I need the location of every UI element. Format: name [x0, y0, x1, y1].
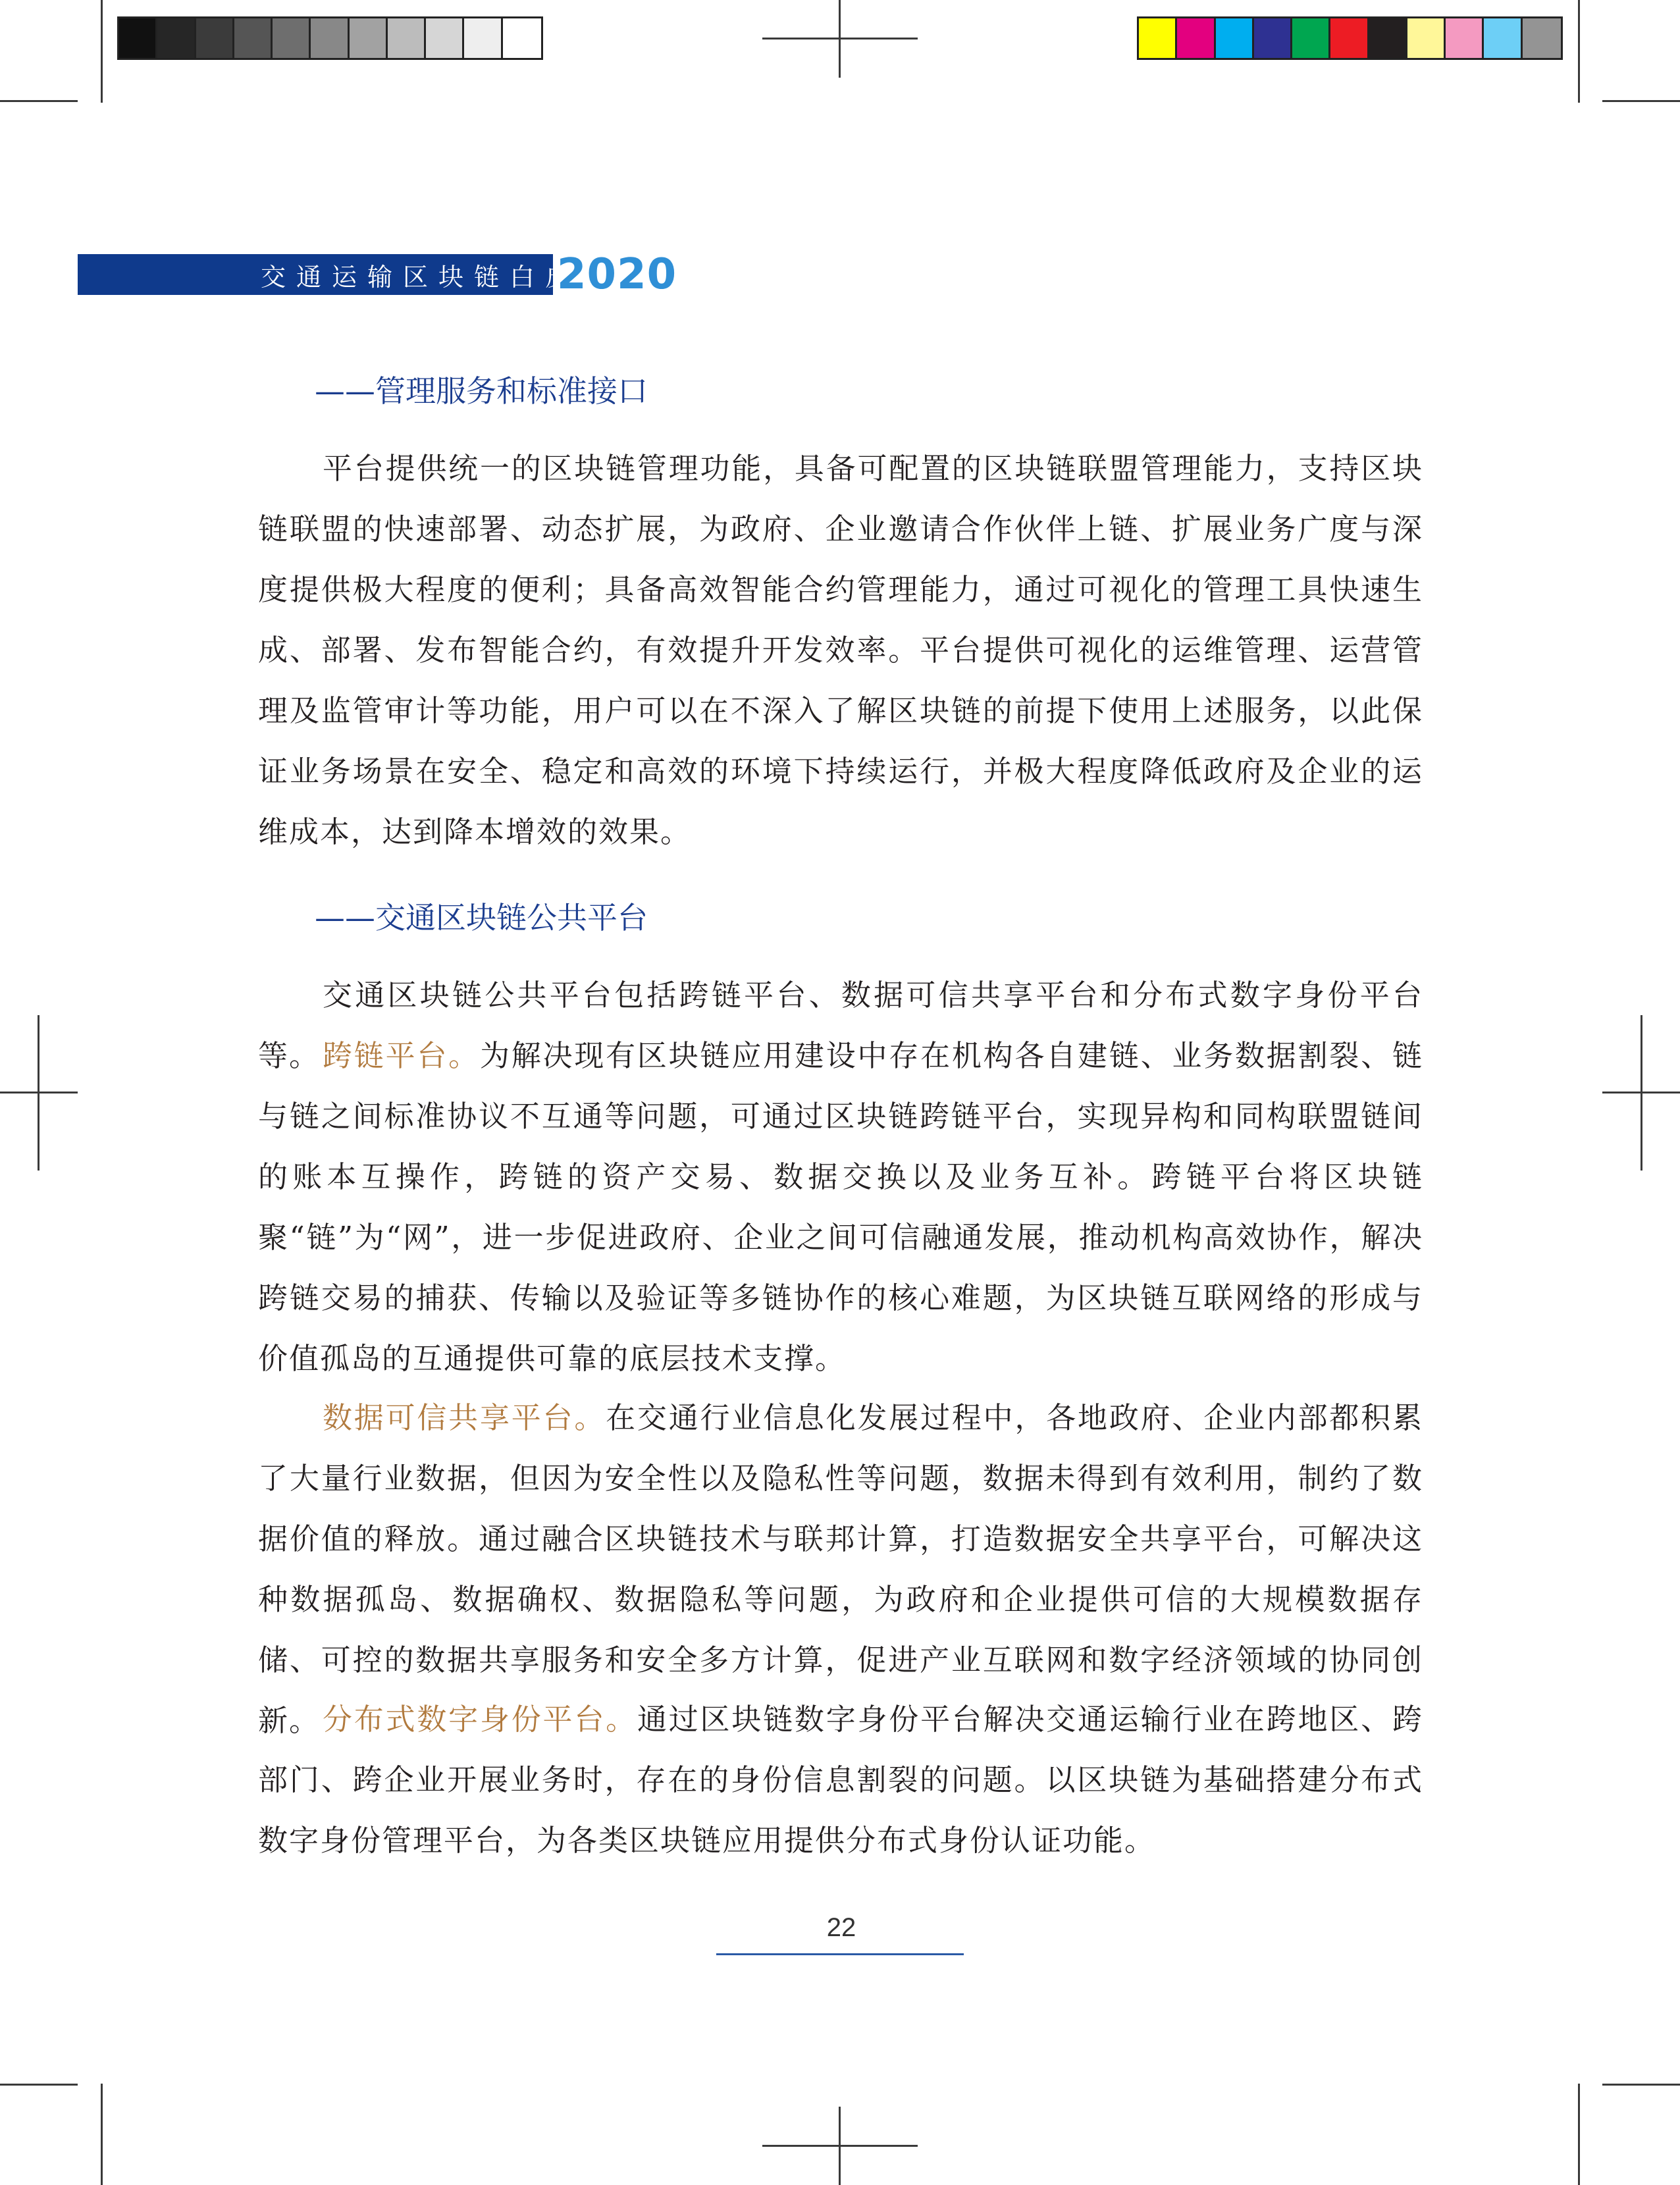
color-swatch: [311, 18, 349, 58]
color-swatch: [388, 18, 426, 58]
paragraph: [258, 1689, 1423, 1871]
color-swatch: [1216, 18, 1254, 58]
header-title: 交通运输区块链白皮书: [261, 262, 617, 292]
color-swatch: [119, 18, 157, 58]
color-swatch: [464, 18, 502, 58]
crop-mark: [101, 2084, 103, 2185]
paragraph: [258, 438, 1423, 862]
color-swatch: [1330, 18, 1369, 58]
paragraph-text: 交通区块链公共平台包括跨链平台、数据可信共享平台和分布式数字身份平台等。: [258, 978, 1423, 1073]
color-swatch: [1407, 18, 1446, 58]
color-swatch: [1177, 18, 1215, 58]
page-number: 22: [826, 1913, 856, 1942]
crop-mark: [1602, 2084, 1680, 2086]
color-swatch: [196, 18, 234, 58]
crop-mark: [0, 100, 78, 102]
color-swatch: [273, 18, 311, 58]
registration-mark: [0, 1092, 78, 1093]
paragraph-lead: 跨链平台。: [323, 1038, 480, 1073]
color-swatch: [1292, 18, 1330, 58]
paragraph-lead: 分布式数字身份平台。: [323, 1702, 637, 1737]
color-swatch: [426, 18, 464, 58]
color-swatch: [1254, 18, 1292, 58]
crop-mark: [0, 2084, 78, 2086]
color-swatch: [503, 18, 541, 58]
color-swatch: [350, 18, 388, 58]
paragraph-lead: 数据可信共享平台。: [323, 1400, 606, 1435]
registration-mark: [762, 38, 918, 39]
paragraph-text: 在交通行业信息化发展过程中，各地政府、企业内部都积累了大量行业数据，但因为安全性以及隐私性等问题，数据未得到有效利用，制约了数据价值的释放。通过融合区块链技术与联邦计算，打造数据安全共享平台，可解决这种数据孤岛、数据确权、数据隐私等问题，为政府和企业提供可信的大规模数据存储、可控的数据共享服务和安全多方计算，促进产业互联网和数字经济领域的协同创新。: [258, 1400, 1423, 1738]
paragraph: [258, 1026, 1423, 1389]
color-swatch: [1139, 18, 1177, 58]
color-swatch: [1369, 18, 1407, 58]
color-calibration-bar: [1137, 16, 1563, 60]
paragraph-text: 为解决现有区块链应用建设中存在机构各自建链、业务数据割裂、链与链之间标准协议不互通等问题，可通过区块链跨链平台，实现异构和同构联盟链间的账本互操作，跨链的资产交易、数据交换以及业务互补。跨链平台将区块链聚“链”为“网”，进一步促进政府、企业之间可信融通发展，推动机构高效协作，解决跨链交易的捕获、传输以及验证等多链协作的核心难题，为区块链互联网络的形成与价值孤岛的互通提供可靠的底层技术支撑。: [258, 1038, 1423, 1376]
crop-mark: [101, 0, 103, 103]
color-swatch: [1523, 18, 1561, 58]
registration-mark: [1602, 1092, 1680, 1093]
grayscale-calibration-bar: [117, 16, 543, 60]
crop-mark: [1578, 2084, 1580, 2185]
paragraph-text: 通过区块链数字身份平台解决交通运输行业在跨地区、跨部门、跨企业开展业务时，存在的身份信息割裂的问题。以区块链为基础搭建分布式数字身份管理平台，为各类区块链应用提供分布式身份认证功能。: [258, 1702, 1423, 1858]
color-swatch: [1484, 18, 1522, 58]
registration-mark: [762, 2145, 918, 2147]
crop-mark: [1578, 0, 1580, 103]
crop-mark: [1602, 100, 1680, 102]
header-year: 2020: [557, 250, 677, 299]
color-swatch: [157, 18, 196, 58]
header-band: [78, 254, 617, 295]
page-number-rule: [716, 1953, 964, 1955]
color-swatch: [234, 18, 273, 58]
paragraph-text: 平台提供统一的区块链管理功能，具备可配置的区块链联盟管理能力，支持区块链联盟的快速部署、动态扩展，为政府、企业邀请合作伙伴上链、扩展业务广度与深度提供极大程度的便利；具备高效智能合约管理能力，通过可视化的管理工具快速生成、部署、发布智能合约，有效提升开发效率。平台提供可视化的运维管理、运营管理及监管审计等功能，用户可以在不深入了解区块链的前提下使用上述服务，以此保证业务场景在安全、稳定和高效的环境下持续运行，并极大程度降低政府及企业的运维成本，达到降本增效的效果。: [258, 451, 1423, 849]
section-heading: ——管理服务和标准接口: [315, 373, 648, 409]
color-swatch: [1446, 18, 1484, 58]
section-heading: ——交通区块链公共平台: [315, 900, 648, 935]
